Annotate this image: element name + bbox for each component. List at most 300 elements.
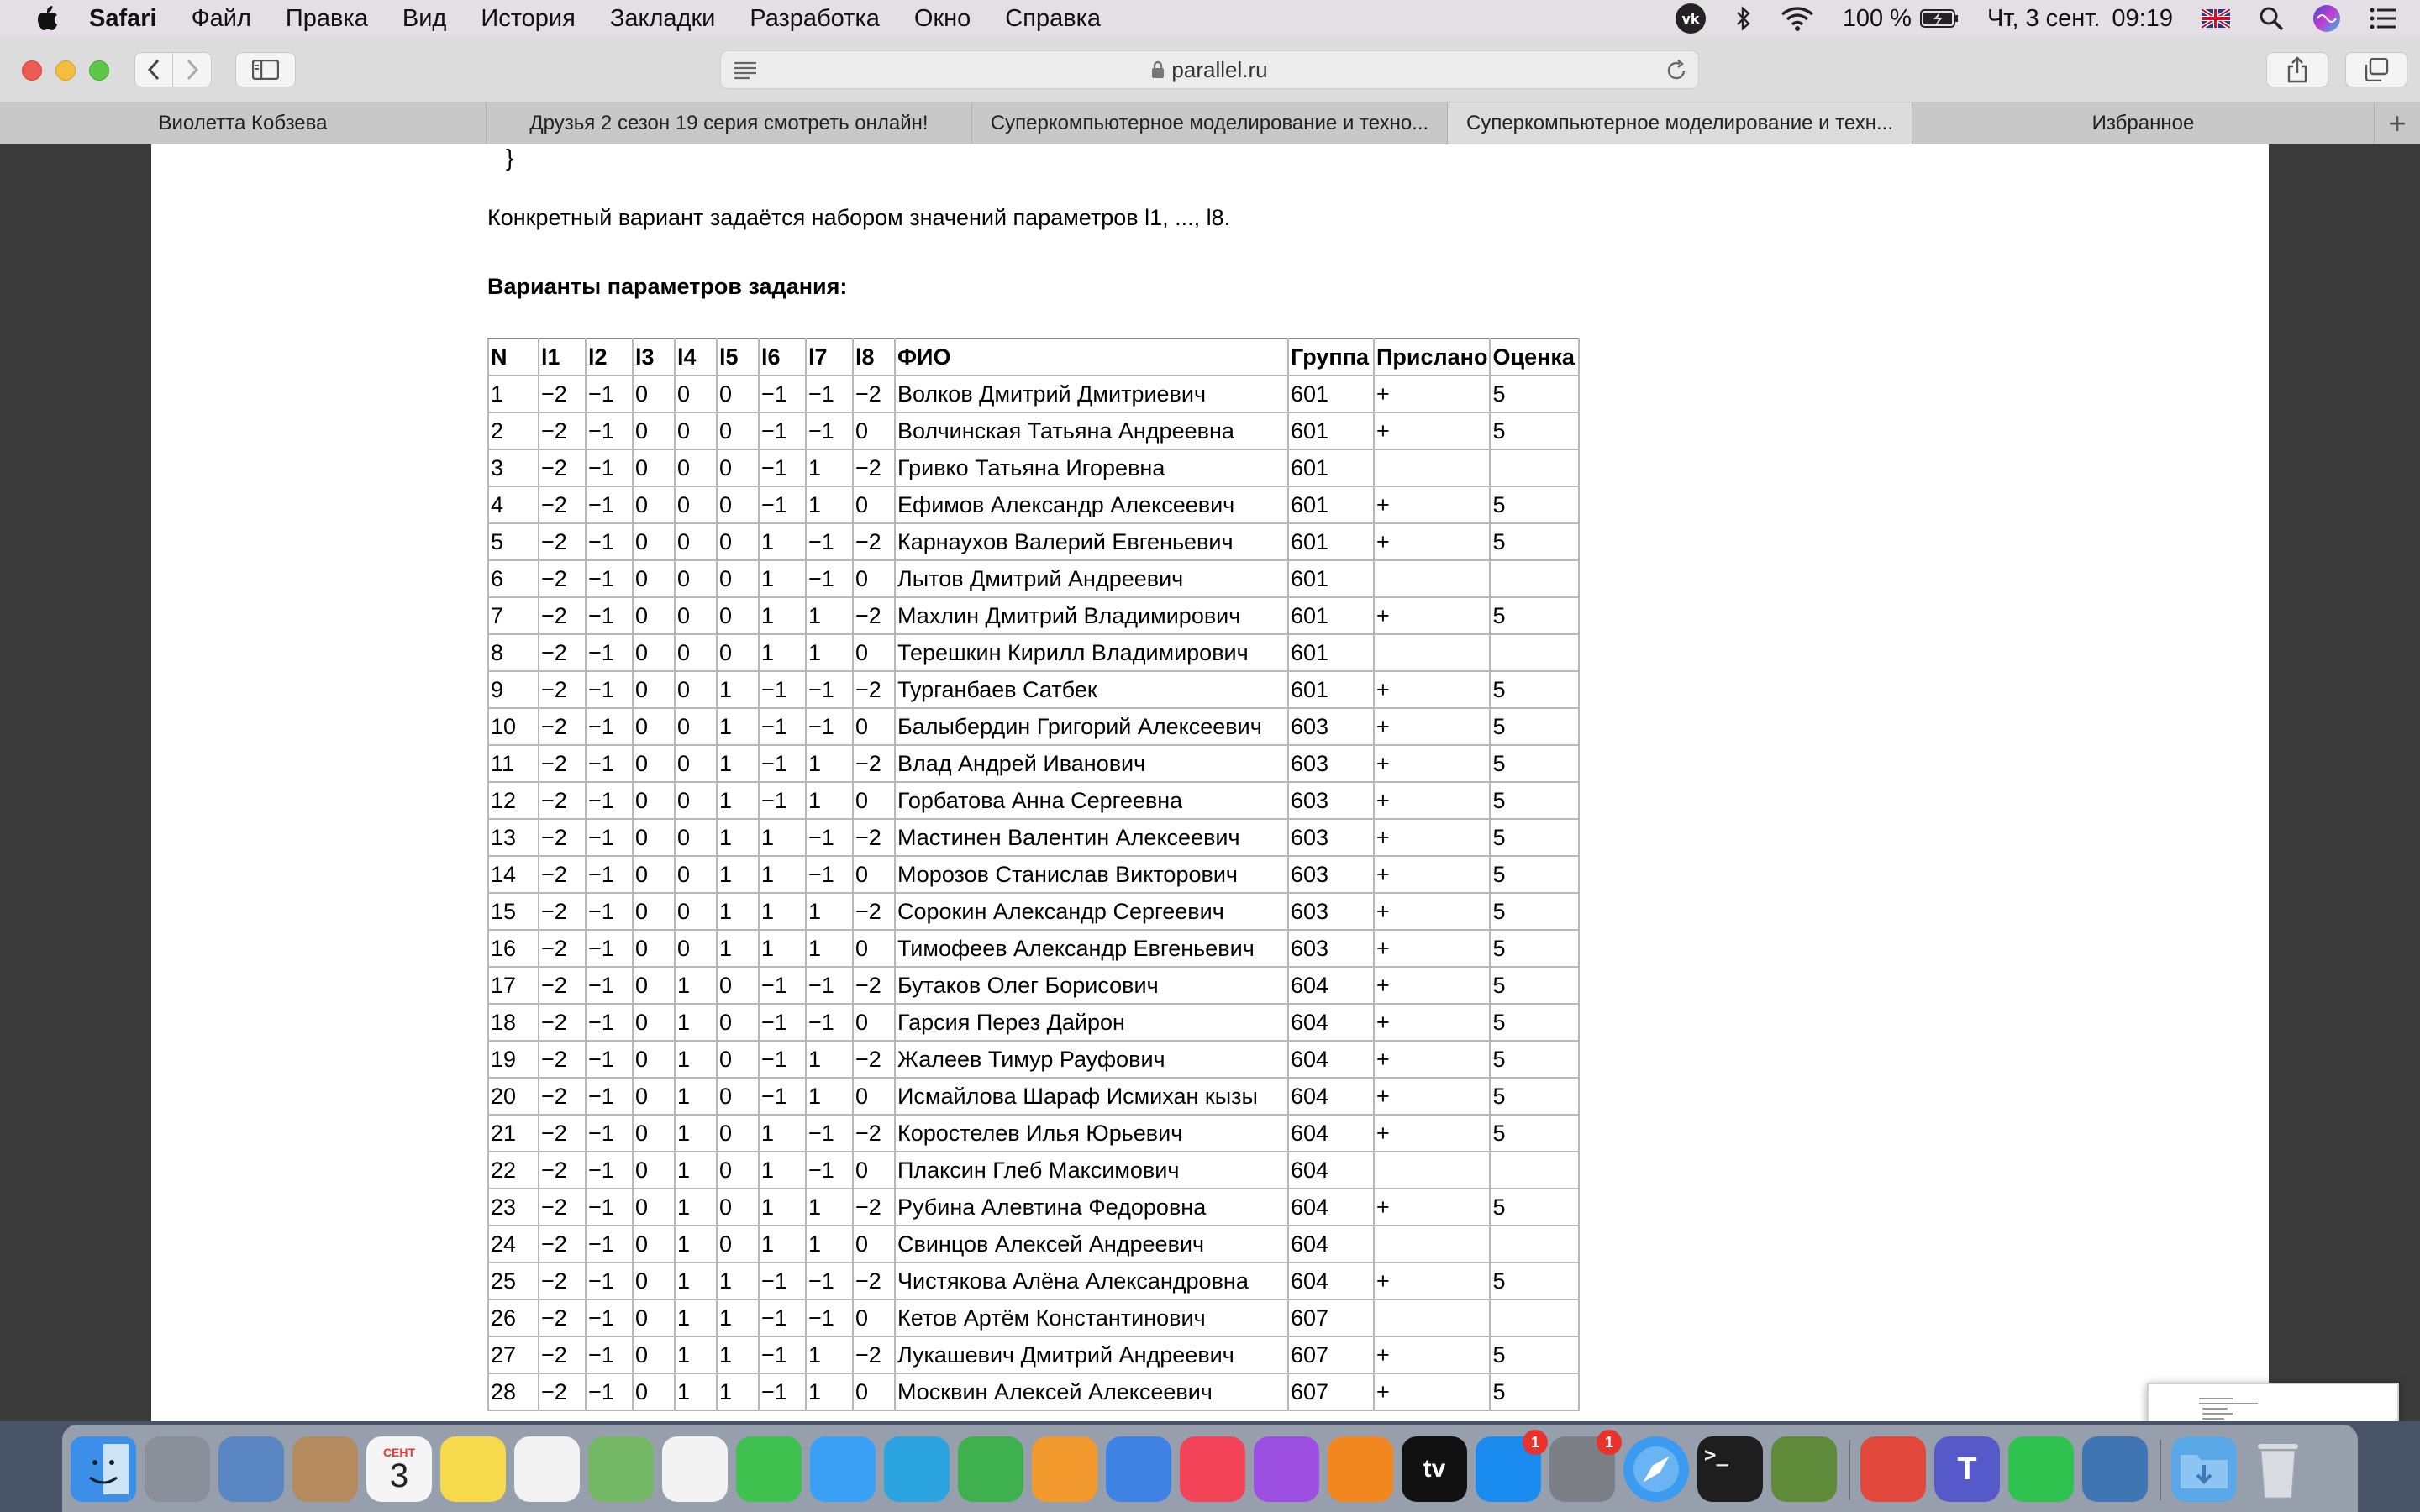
table-cell: −1: [586, 523, 633, 560]
table-cell: 1: [806, 745, 853, 782]
table-cell: 1: [675, 1226, 717, 1263]
table-cell: −1: [759, 1078, 806, 1115]
table-cell: 8: [488, 634, 539, 671]
table-cell: Коростелев Илья Юрьевич: [895, 1115, 1288, 1152]
messages-icon[interactable]: [810, 1436, 876, 1502]
table-cell: −1: [759, 375, 806, 412]
table-cell: +: [1374, 597, 1490, 634]
table-cell: 601: [1288, 375, 1374, 412]
table-cell: 0: [675, 930, 717, 967]
wifi-icon[interactable]: [1781, 6, 1814, 31]
notification-badge: 1: [1597, 1430, 1622, 1455]
table-cell: −1: [759, 671, 806, 708]
reload-icon[interactable]: [1665, 59, 1688, 88]
reader-mode-icon[interactable]: [733, 60, 758, 86]
table-cell: −2: [539, 412, 586, 449]
table-cell: 1: [759, 930, 806, 967]
table-cell: 5: [1490, 930, 1579, 967]
menu-develop[interactable]: Разработка: [750, 4, 880, 32]
table-cell: 0: [717, 449, 759, 486]
telegram-icon[interactable]: [884, 1436, 950, 1502]
table-cell: 28: [488, 1373, 539, 1410]
facetime-icon[interactable]: [736, 1436, 802, 1502]
tab-favorites[interactable]: [1912, 102, 2375, 144]
tab-label: Друзья 2 сезон 19 серия смотреть онлайн!: [529, 112, 929, 134]
table-row: [488, 1263, 1579, 1299]
table-row: [488, 1299, 1579, 1336]
table-cell: 0: [675, 745, 717, 782]
tab-2[interactable]: [487, 102, 972, 144]
table-cell: −2: [539, 486, 586, 523]
table-cell: 0: [675, 523, 717, 560]
column-header: l3: [633, 339, 675, 375]
table-cell: 0: [633, 560, 675, 597]
table-cell: −1: [586, 708, 633, 745]
table-cell: −2: [853, 893, 895, 930]
table-cell: 0: [717, 1226, 759, 1263]
battery-percent[interactable]: 100 %: [1842, 4, 1912, 32]
table-cell: −1: [586, 967, 633, 1004]
table-cell: +: [1374, 819, 1490, 856]
table-cell: −1: [759, 1373, 806, 1410]
table-cell: −1: [806, 1299, 853, 1336]
table-cell: 0: [633, 597, 675, 634]
finder-icon[interactable]: [71, 1436, 136, 1502]
table-cell: 1: [717, 1299, 759, 1336]
table-cell: 1: [759, 1189, 806, 1226]
table-cell: Москвин Алексей Алексеевич: [895, 1373, 1288, 1410]
table-cell: 19: [488, 1041, 539, 1078]
sidebar-toggle-button[interactable]: [235, 52, 296, 87]
table-cell: 0: [633, 1115, 675, 1152]
apple-tv-icon[interactable]: [1402, 1436, 1467, 1502]
system-preferences-icon[interactable]: [1549, 1433, 1615, 1502]
table-cell: 0: [675, 449, 717, 486]
table-cell: −1: [586, 856, 633, 893]
table-cell: 1: [806, 1336, 853, 1373]
table-cell: +: [1374, 1004, 1490, 1041]
table-cell: 603: [1288, 893, 1374, 930]
table-cell: −1: [586, 1115, 633, 1152]
table-cell: 1: [806, 634, 853, 671]
table-row: [488, 449, 1579, 486]
sidebar-icon: [252, 60, 279, 80]
table-cell: 0: [853, 1299, 895, 1336]
table-cell: Гарсия Перез Дайрон: [895, 1004, 1288, 1041]
table-cell: Морозов Станислав Викторович: [895, 856, 1288, 893]
forward-button[interactable]: [173, 52, 212, 87]
table-cell: Ефимов Александр Алексеевич: [895, 486, 1288, 523]
share-button[interactable]: [2266, 52, 2328, 87]
table-cell: [1490, 634, 1579, 671]
table-cell: −2: [539, 967, 586, 1004]
table-cell: 9: [488, 671, 539, 708]
table-cell: Кетов Артём Константинович: [895, 1299, 1288, 1336]
menu-help[interactable]: Справка: [1005, 4, 1102, 32]
table-cell: −1: [586, 745, 633, 782]
podcasts-icon[interactable]: [1254, 1436, 1319, 1502]
table-cell: +: [1374, 782, 1490, 819]
column-header: l8: [853, 339, 895, 375]
table-cell: 1: [717, 930, 759, 967]
table-cell: 0: [633, 1189, 675, 1226]
table-cell: −1: [759, 745, 806, 782]
table-cell: 0: [853, 782, 895, 819]
column-header: l6: [759, 339, 806, 375]
column-header: l7: [806, 339, 853, 375]
web-content[interactable]: [0, 144, 2420, 1421]
menu-edit[interactable]: Правка: [285, 4, 368, 32]
table-cell: 1: [759, 1226, 806, 1263]
tab-4-active[interactable]: [1448, 102, 1912, 144]
table-cell: 0: [717, 1004, 759, 1041]
table-cell: 5: [1490, 1373, 1579, 1410]
table-cell: 1: [806, 782, 853, 819]
table-cell: 1: [759, 819, 806, 856]
chevron-left-icon: [147, 59, 160, 81]
table-cell: −1: [586, 671, 633, 708]
uk-flag-input-icon[interactable]: [2202, 9, 2230, 28]
table-cell: +: [1374, 856, 1490, 893]
mail-bird-icon[interactable]: [218, 1436, 284, 1502]
table-cell: 5: [1490, 597, 1579, 634]
table-cell: 0: [853, 1004, 895, 1041]
spotlight-search-icon[interactable]: [2259, 6, 2284, 31]
table-cell: 5: [1490, 1041, 1579, 1078]
table-cell: −1: [586, 597, 633, 634]
numbers-icon[interactable]: [958, 1436, 1023, 1502]
table-cell: Рубина Алевтина Федоровна: [895, 1189, 1288, 1226]
back-button[interactable]: [134, 52, 173, 87]
table-cell: 0: [853, 930, 895, 967]
table-cell: 0: [675, 708, 717, 745]
table-cell: 1: [675, 1152, 717, 1189]
table-cell: −1: [759, 1004, 806, 1041]
table-cell: −1: [759, 1041, 806, 1078]
table-row: [488, 893, 1579, 930]
svg-text:vk: vk: [1681, 11, 1700, 27]
table-cell: −1: [586, 1336, 633, 1373]
table-cell: −1: [806, 412, 853, 449]
table-row: [488, 708, 1579, 745]
table-cell: 5: [1490, 856, 1579, 893]
table-cell: 0: [717, 1041, 759, 1078]
table-cell: −1: [759, 486, 806, 523]
table-cell: −2: [539, 634, 586, 671]
table-cell: 0: [717, 1152, 759, 1189]
table-cell: 0: [633, 1226, 675, 1263]
table-cell: 601: [1288, 671, 1374, 708]
table-cell: 0: [633, 486, 675, 523]
table-cell: +: [1374, 1189, 1490, 1226]
table-row: [488, 1189, 1579, 1226]
table-cell: 5: [1490, 1189, 1579, 1226]
table-cell: 1: [806, 1189, 853, 1226]
menu-file[interactable]: Файл: [191, 4, 251, 32]
table-cell: 1: [759, 597, 806, 634]
menu-history[interactable]: История: [481, 4, 576, 32]
table-cell: −1: [806, 967, 853, 1004]
table-cell: 604: [1288, 1004, 1374, 1041]
table-cell: 15: [488, 893, 539, 930]
bluetooth-icon[interactable]: [1735, 5, 1752, 32]
tab-1[interactable]: [0, 102, 487, 144]
table-cell: 0: [633, 1373, 675, 1410]
table-cell: Сорокин Александр Сергеевич: [895, 893, 1288, 930]
table-cell: 0: [633, 745, 675, 782]
table-cell: −1: [586, 375, 633, 412]
maps-icon[interactable]: [588, 1436, 654, 1502]
table-cell: −2: [539, 745, 586, 782]
contacts-icon[interactable]: [292, 1436, 358, 1502]
calendar-icon[interactable]: [366, 1436, 432, 1502]
chevron-right-icon: [186, 59, 199, 81]
table-cell: 0: [853, 856, 895, 893]
table-cell: −1: [586, 560, 633, 597]
table-cell: 1: [806, 449, 853, 486]
table-cell: −1: [759, 449, 806, 486]
tab-overview-button[interactable]: [2345, 52, 2407, 87]
table-cell: −2: [539, 523, 586, 560]
table-cell: 603: [1288, 856, 1374, 893]
table-cell: +: [1374, 671, 1490, 708]
column-header: l1: [539, 339, 586, 375]
address-bar[interactable]: [720, 50, 1699, 89]
table-cell: 1: [806, 486, 853, 523]
plus-icon: +: [2388, 106, 2407, 140]
zoom-window-button[interactable]: [89, 60, 109, 81]
table-cell: 0: [633, 1152, 675, 1189]
table-cell: 0: [633, 523, 675, 560]
table-row: [488, 1226, 1579, 1263]
table-cell: 0: [675, 375, 717, 412]
table-cell: 1: [717, 1336, 759, 1373]
trash-icon[interactable]: [2245, 1436, 2311, 1502]
table-cell: −1: [586, 930, 633, 967]
teams-icon[interactable]: [1934, 1436, 2000, 1502]
table-cell: −1: [806, 856, 853, 893]
table-row: [488, 375, 1579, 412]
table-cell: −1: [806, 1004, 853, 1041]
table-row: [488, 782, 1579, 819]
table-cell: −2: [539, 1041, 586, 1078]
table-cell: +: [1374, 1263, 1490, 1299]
table-cell: 0: [633, 1078, 675, 1115]
minimize-window-button[interactable]: [55, 60, 76, 81]
table-cell: −1: [759, 708, 806, 745]
keynote-icon[interactable]: [1106, 1436, 1171, 1502]
table-cell: Исмайлова Шараф Исмихан кызы: [895, 1078, 1288, 1115]
notes-icon[interactable]: [440, 1436, 506, 1502]
table-cell: 1: [717, 745, 759, 782]
variants-table: [487, 338, 1580, 1411]
table-cell: 604: [1288, 967, 1374, 1004]
table-cell: −2: [539, 1152, 586, 1189]
app-store-icon[interactable]: [1476, 1433, 1541, 1502]
tabs-icon: [2364, 58, 2389, 81]
terminal-icon[interactable]: [1697, 1436, 1763, 1502]
table-cell: −2: [539, 893, 586, 930]
column-header: ФИО: [895, 339, 1288, 375]
table-cell: 0: [717, 1078, 759, 1115]
table-cell: 1: [759, 1152, 806, 1189]
table-cell: −1: [806, 1115, 853, 1152]
table-cell: 25: [488, 1263, 539, 1299]
teams-letter: T: [1957, 1451, 1977, 1487]
table-cell: −1: [586, 819, 633, 856]
table-cell: −1: [759, 412, 806, 449]
pages-icon[interactable]: [1032, 1436, 1097, 1502]
variant-description: Конкретный вариант задаётся набором значений параметров l1, ..., l8.: [487, 205, 1231, 230]
share-icon: [2286, 56, 2308, 83]
table-row: [488, 671, 1579, 708]
table-cell: 5: [1490, 782, 1579, 819]
books-icon[interactable]: [1328, 1436, 1393, 1502]
table-cell: [1374, 1152, 1490, 1189]
screenshot-thumbnail-preview[interactable]: [2147, 1383, 2399, 1421]
date-label[interactable]: Чт, 3 сент.: [1986, 4, 2101, 32]
launchpad-icon[interactable]: [145, 1436, 210, 1502]
table-cell: −1: [759, 1299, 806, 1336]
table-cell: −1: [759, 782, 806, 819]
page-body: [151, 144, 2269, 1421]
table-cell: Жалеев Тимур Рауфович: [895, 1041, 1288, 1078]
music-icon[interactable]: [1180, 1436, 1245, 1502]
table-cell: 604: [1288, 1041, 1374, 1078]
vk-status-icon[interactable]: [1675, 3, 1707, 34]
column-header: l2: [586, 339, 633, 375]
table-cell: 0: [853, 1226, 895, 1263]
table-cell: 5: [1490, 1004, 1579, 1041]
table-row: [488, 1152, 1579, 1189]
safari-icon[interactable]: [1623, 1436, 1689, 1502]
table-cell: +: [1374, 967, 1490, 1004]
table-cell: 24: [488, 1226, 539, 1263]
table-cell: −1: [586, 1041, 633, 1078]
table-cell: 1: [675, 1189, 717, 1226]
table-cell: −2: [853, 745, 895, 782]
table-cell: −2: [539, 930, 586, 967]
table-cell: −2: [539, 1226, 586, 1263]
table-cell: 0: [853, 1152, 895, 1189]
table-cell: +: [1374, 523, 1490, 560]
table-cell: −2: [853, 671, 895, 708]
table-cell: [1374, 1299, 1490, 1336]
new-tab-button[interactable]: [2375, 102, 2420, 144]
lock-icon: [1151, 60, 1165, 79]
vk-icon[interactable]: [2082, 1436, 2148, 1502]
menu-bookmarks[interactable]: Закладки: [609, 4, 716, 32]
table-cell: −2: [853, 967, 895, 1004]
menu-view[interactable]: Вид: [402, 4, 447, 32]
table-cell: 1: [806, 930, 853, 967]
table-cell: 0: [633, 782, 675, 819]
reminders-icon[interactable]: [514, 1436, 580, 1502]
table-cell: 601: [1288, 449, 1374, 486]
apple-menu-icon[interactable]: [37, 6, 59, 31]
table-cell: +: [1374, 1041, 1490, 1078]
table-cell: 0: [717, 560, 759, 597]
table-cell: Лытов Дмитрий Андреевич: [895, 560, 1288, 597]
table-cell: 5: [1490, 375, 1579, 412]
tab-label: Суперкомпьютерное моделирование и техн...: [1465, 112, 1893, 134]
table-cell: 0: [717, 412, 759, 449]
minecraft-icon[interactable]: [1771, 1436, 1837, 1502]
siri-icon[interactable]: [2312, 4, 2341, 33]
thumbnail-page-image: [2191, 1394, 2359, 1421]
table-cell: Мастинен Валентин Алексеевич: [895, 819, 1288, 856]
table-row: [488, 745, 1579, 782]
table-cell: −1: [806, 560, 853, 597]
table-cell: 1: [717, 856, 759, 893]
table-row: [488, 930, 1579, 967]
time-label[interactable]: 09:19: [2112, 4, 2173, 32]
table-cell: −1: [586, 782, 633, 819]
table-cell: −2: [853, 375, 895, 412]
table-cell: Волков Дмитрий Дмитриевич: [895, 375, 1288, 412]
url-text: parallel.ru: [1171, 56, 1268, 82]
table-cell: 5: [1490, 1078, 1579, 1115]
table-cell: 0: [675, 412, 717, 449]
code-closing-brace: }: [506, 144, 514, 171]
table-cell: 0: [633, 1299, 675, 1336]
table-cell: 16: [488, 930, 539, 967]
table-cell: 5: [1490, 1263, 1579, 1299]
menu-app-name[interactable]: Safari: [89, 4, 157, 32]
table-cell: 0: [717, 375, 759, 412]
tab-bar: [0, 102, 2420, 144]
anydesk-icon[interactable]: [1860, 1436, 1926, 1502]
whatsapp-icon[interactable]: [2008, 1436, 2074, 1502]
table-cell: 0: [717, 1115, 759, 1152]
menu-window[interactable]: Окно: [913, 4, 971, 32]
table-cell: −2: [853, 597, 895, 634]
downloads-folder-icon[interactable]: [2171, 1436, 2237, 1502]
table-cell: 1: [675, 1373, 717, 1410]
table-cell: Чистякова Алёна Александровна: [895, 1263, 1288, 1299]
table-cell: 1: [675, 1041, 717, 1078]
photos-icon[interactable]: [662, 1436, 728, 1502]
table-cell: −2: [853, 1189, 895, 1226]
notification-center-icon[interactable]: [2370, 8, 2396, 29]
table-cell: Горбатова Анна Сергеевна: [895, 782, 1288, 819]
table-cell: −1: [586, 449, 633, 486]
column-header: l4: [675, 339, 717, 375]
table-cell: 5: [1490, 819, 1579, 856]
table-cell: 1: [717, 708, 759, 745]
table-cell: 604: [1288, 1189, 1374, 1226]
table-row: [488, 523, 1579, 560]
table-cell: −1: [586, 412, 633, 449]
table-cell: 0: [675, 597, 717, 634]
table-cell: −2: [539, 1004, 586, 1041]
table-cell: +: [1374, 1373, 1490, 1410]
close-window-button[interactable]: [22, 60, 42, 81]
battery-charging-icon[interactable]: [1920, 8, 1959, 29]
table-cell: 0: [717, 634, 759, 671]
table-cell: 0: [633, 1263, 675, 1299]
table-cell: +: [1374, 1336, 1490, 1373]
table-cell: 1: [806, 893, 853, 930]
table-cell: −2: [539, 1115, 586, 1152]
tab-3[interactable]: [972, 102, 1448, 144]
table-cell: −1: [806, 523, 853, 560]
table-row: [488, 1373, 1579, 1410]
table-cell: +: [1374, 893, 1490, 930]
table-cell: −1: [586, 486, 633, 523]
table-cell: −2: [539, 1189, 586, 1226]
table-row: [488, 967, 1579, 1004]
